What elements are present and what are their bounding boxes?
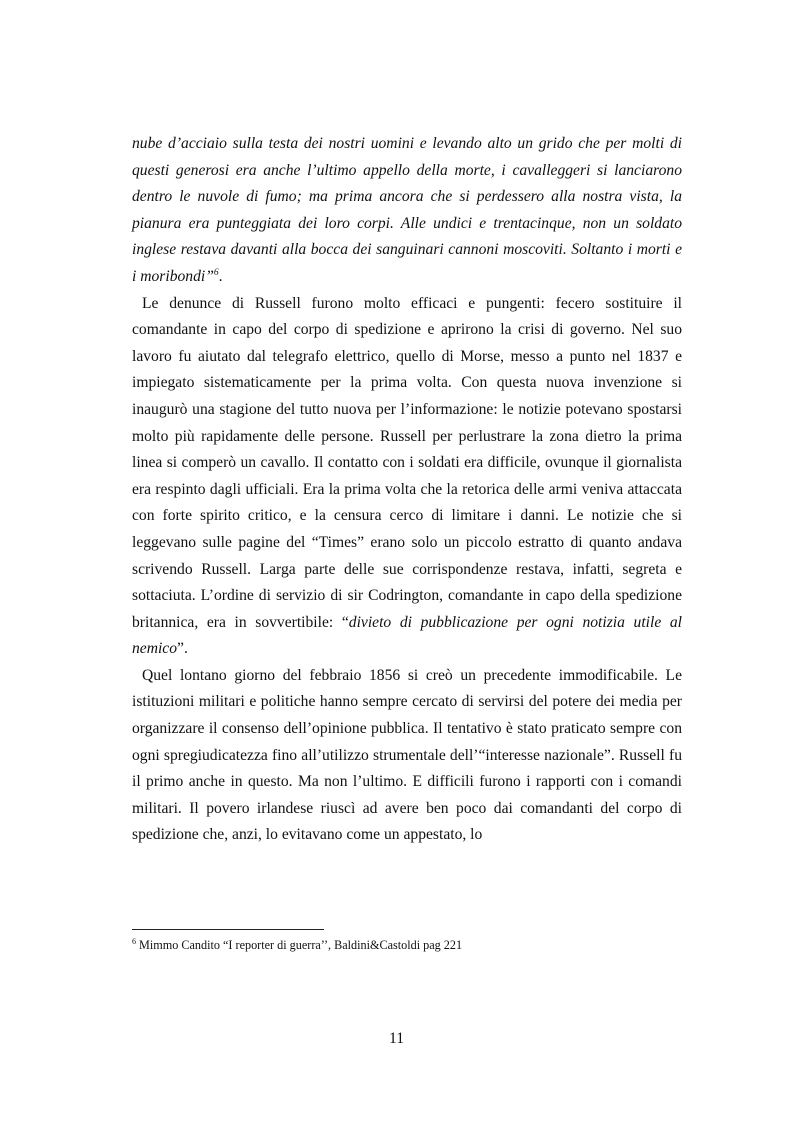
- quote-continuation-paragraph: [132, 131, 682, 291]
- footnote-reference-6[interactable]: 6: [213, 267, 219, 278]
- quote-continuation-text: nube d’acciaio sulla testa dei nostri uomini e levando alto un grido che per molti di questi generosi era anche l’ultimo appello della morte, i cavalleggeri si lanciarono dentro le nuvole di fumo; ma prima ancora che si perdessero alla nostra vista, la pianura era punteggiata dei loro corpi. Alle undici e trentacinque, non un soldato inglese restava davanti alla bocca dei sanguinari cannoni moscoviti. Soltanto i morti e i moribondi”: [132, 135, 682, 285]
- paragraph-2-italic-quote: divieto di pubblicazione per ogni notizia utile al nemico: [132, 613, 682, 658]
- quote-end-punctuation: .: [218, 267, 223, 285]
- footnote-text: Mimmo Candito “I reporter di guerra’’, Baldini&Castoldi pag 221: [136, 938, 463, 952]
- page-number: 11: [388, 1030, 404, 1047]
- footnote-separator: [132, 929, 324, 930]
- paragraph-russell-denunciations: [132, 291, 682, 663]
- paragraph-february-1856: [132, 663, 682, 849]
- paragraph-2-text: Le denunce di Russell furono molto efficaci e pungenti: fecero sostituire il comandante in capo del corpo di spedizione e aprirono la crisi di governo. Nel suo lavoro fu aiutato dal telegrafo elettrico, quello di Morse, messo a punto nel 1837 e impiegato sistematicamente per la prima volta. Con questa nuova invenzione si inaugurò una stagione del tutto nuova per l’informazione: le notizie potevano spostarsi molto più rapidamente delle persone. Russell per perlustrare la zona dietro la prima linea si comperò un cavallo. Il contatto con i soldati era difficile, ovunque il giornalista era respinto dagli ufficiali. Era la prima volta che la retorica delle armi veniva attaccata con forte spirito critico, e la censura cerco di limitare i danni. Le notizie che si leggevano sulle pagine del “Times” erano solo un piccolo estratto di quanto andava scrivendo Russell. Larga parte delle sue corrispondenze restava, infatti, segreta e sottaciuta. L’ordine di servizio di sir Codrington, comandante in capo della spedizione britannica, era in sovvertibile: “: [132, 294, 682, 631]
- main-text: [132, 131, 682, 849]
- paragraph-3-text: Quel lontano giorno del febbraio 1856 si creò un precedente immodificabile. Le istituzioni militari e politiche hanno sempre cercato di servirsi del potere dei media per organizzare il consenso dell’opinione pubblica. Il tentativo è stato praticato sempre con ogni spregiudicatezza fino all’utilizzo strumentale dell’“interesse nazionale”. Russell fu il primo anche in questo. Ma non l’ultimo. E difficili furono i rapporti con i comandi militari. Il povero irlandese riuscì ad avere ben poco dai comandanti del corpo di spedizione che, anzi, lo evitavano come un appestato, lo: [132, 666, 682, 844]
- footnote-number: 6: [132, 936, 136, 946]
- footnote-6: [132, 937, 682, 953]
- paragraph-2-end: ”.: [177, 640, 188, 658]
